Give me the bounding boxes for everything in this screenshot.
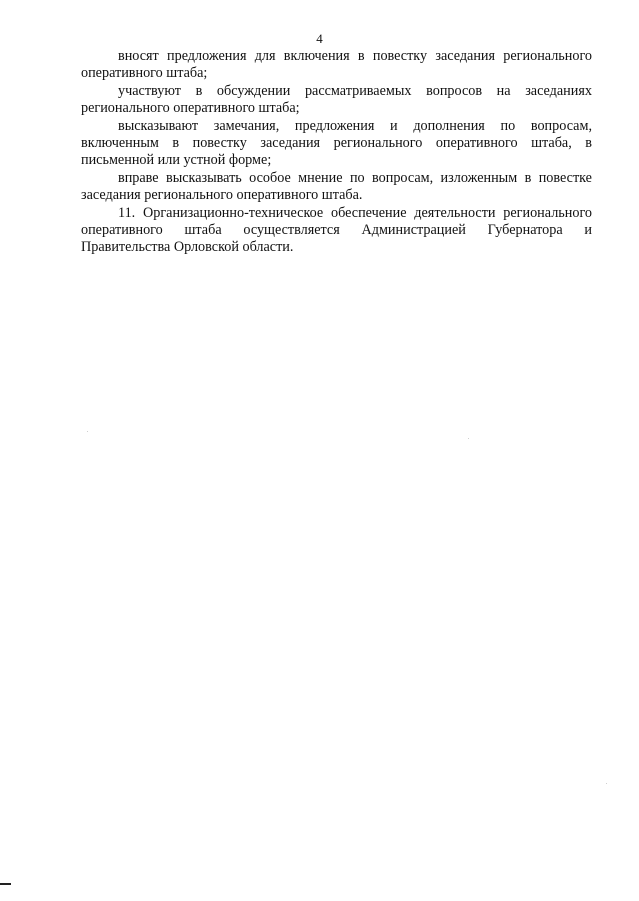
document-body — [81, 48, 592, 257]
scan-speck — [87, 431, 88, 432]
scan-speck — [468, 438, 469, 439]
paragraph-item-11: 11. Организационно-техническое обеспечение деятельности регионального оперативного штаба осуществляется Администрацией Губернатора и Правительства Орловской области. — [81, 204, 592, 256]
paragraph-special-opinion: вправе высказывать особое мнение по вопросам, изложенным в повестке заседания регионального оперативного штаба. — [81, 169, 592, 204]
scan-speck — [606, 783, 607, 784]
paragraph-propose-agenda: вносят предложения для включения в повестку заседания регионального оперативного штаба; — [81, 48, 592, 82]
paragraph-participate-discussion: участвуют в обсуждении рассматриваемых вопросов на заседаниях регионального оперативного штаба; — [81, 82, 592, 117]
paragraph-remarks-additions: высказывают замечания, предложения и дополнения по вопросам, включенным в повестку заседания регионального оперативного штаба, в письменной или устной форме; — [81, 117, 592, 169]
page-number: 4 — [316, 31, 323, 46]
margin-mark — [0, 883, 11, 885]
